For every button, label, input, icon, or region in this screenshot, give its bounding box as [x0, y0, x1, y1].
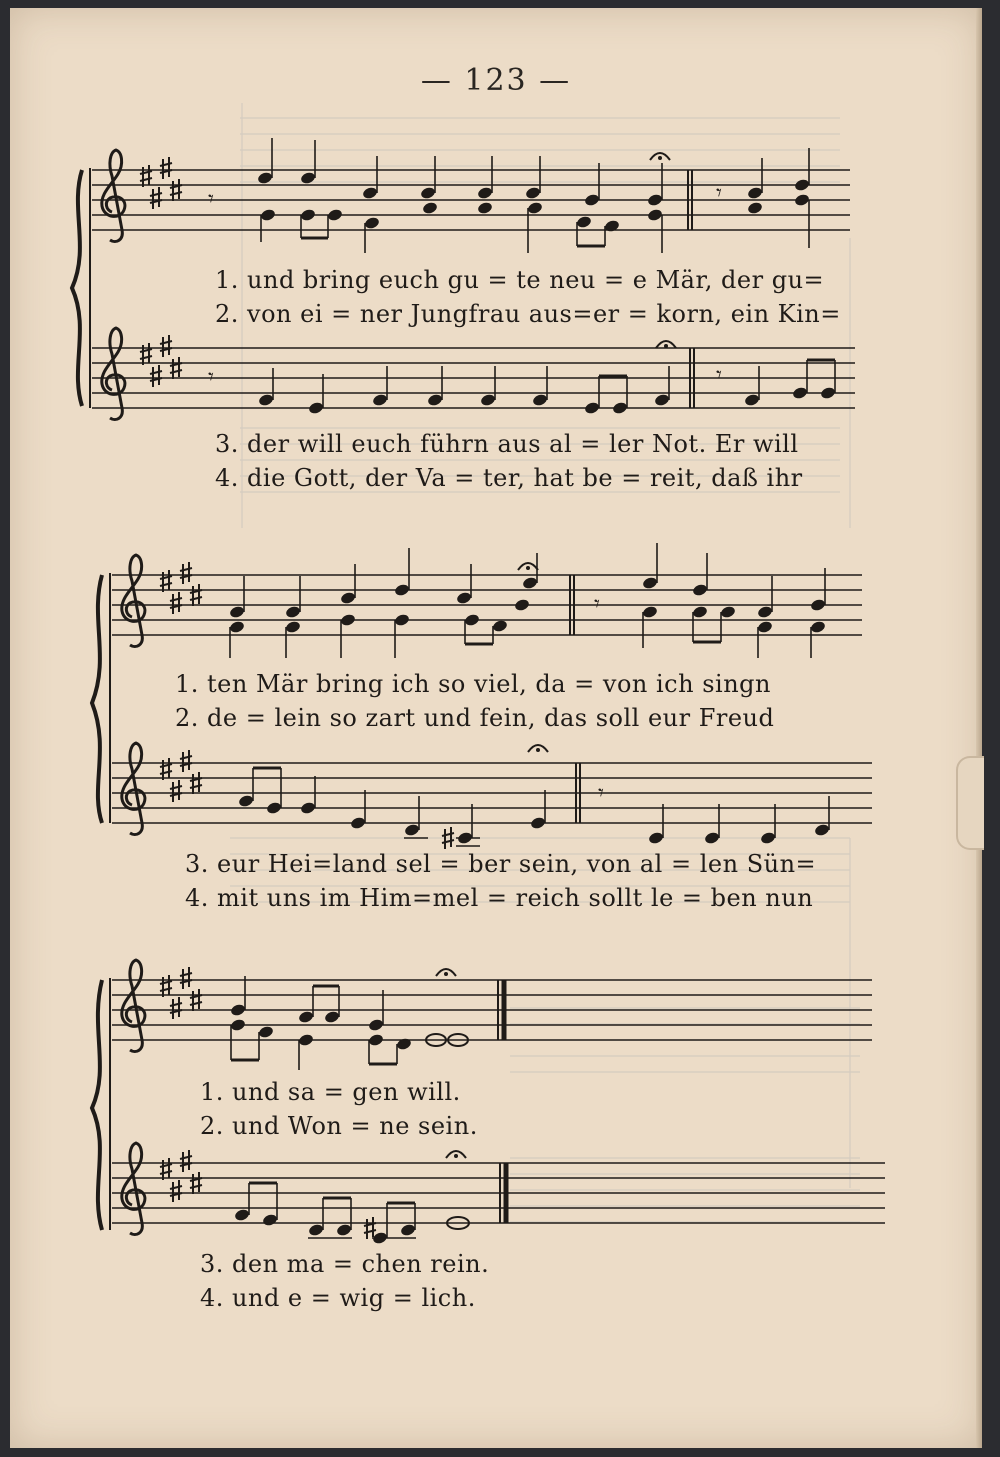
lyric-line: 4. die Gott, der Va = ter, hat be = reit, daß ihr	[215, 464, 803, 492]
lyric-line: 2. und Won = ne sein.	[200, 1112, 478, 1140]
lyric-line: 3. der will euch führn aus al = ler Not. Er will	[215, 430, 799, 458]
svg-text:𝄾: 𝄾	[594, 592, 600, 617]
book-page	[10, 8, 982, 1448]
book-tab-notch	[956, 756, 984, 850]
svg-text:𝄾: 𝄾	[208, 365, 214, 390]
lyric-line: 1. und sa = gen will.	[200, 1078, 461, 1106]
page-edge	[976, 8, 982, 1448]
page-number: — 123 —	[420, 63, 572, 98]
lyric-line: 3. eur Hei=land sel = ber sein, von al = len Sün=	[185, 850, 817, 878]
svg-text:𝄾: 𝄾	[716, 363, 722, 388]
lyric-line: 1. ten Mär bring ich so viel, da = von ich singn	[175, 670, 771, 698]
lyric-line: 4. und e = wig = lich.	[200, 1284, 476, 1312]
lyric-line: 3. den ma = chen rein.	[200, 1250, 490, 1278]
svg-text:𝄾: 𝄾	[208, 187, 214, 212]
svg-text:𝄾: 𝄾	[598, 781, 604, 806]
lyric-line: 2. von ei = ner Jungfrau aus=er = korn, ein Kin=	[215, 300, 841, 328]
lyric-line: 4. mit uns im Him=mel = reich sollt le = ben nun	[185, 884, 814, 912]
svg-text:𝄾: 𝄾	[716, 181, 722, 206]
lyric-line: 2. de = lein so zart und fein, das soll eur Freud	[175, 704, 775, 732]
lyric-line: 1. und bring euch gu = te neu = e Mär, der gu=	[215, 266, 825, 294]
